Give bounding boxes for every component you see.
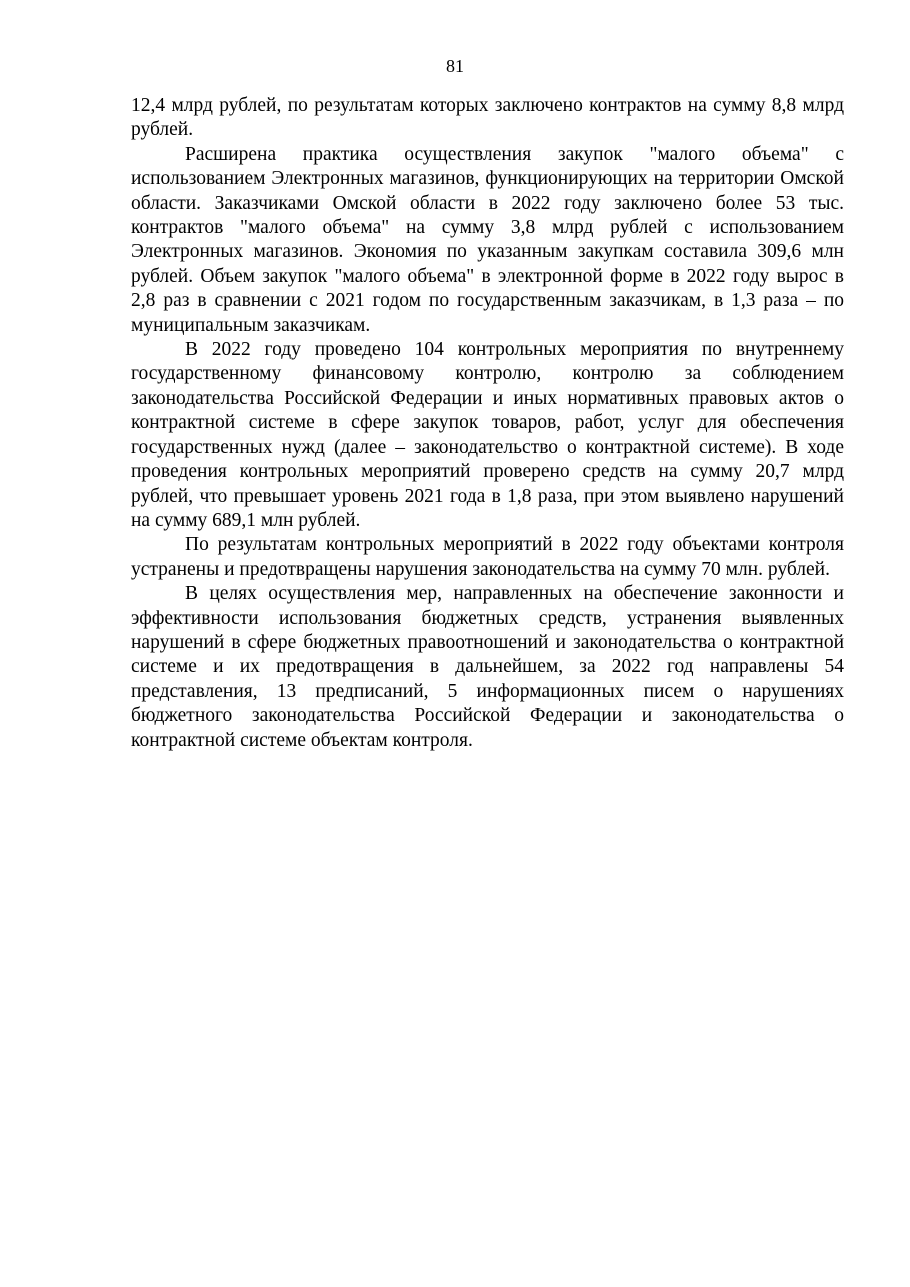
page-number: 81 <box>446 56 464 76</box>
paragraph-2: Расширена практика осуществления закупок "малого объема" с использованием Электронных магазинов, функционирующих на территории Омской области. Заказчиками Омской области в 2022 году заключено более 53 тыс. контрактов "малого объема" на сумму 3,8 млрд рублей с использованием Электронных магазинов. Экономия по указанным закупкам составила 309,6 млн рублей. Объем закупок "малого объема" в электронной форме в 2022 году вырос в 2,8 раз в сравнении с 2021 годом по государственным заказчикам, в 1,3 раза – по муниципальным заказчикам. <box>131 143 844 336</box>
paragraph-4: По результатам контрольных мероприятий в 2022 году объектами контроля устранены и предотвращены нарушения законодательства на сумму 70 млн. рублей. <box>131 534 844 580</box>
paragraph-3: В 2022 году проведено 104 контрольных мероприятия по внутреннему государственному финансовому контролю, контролю за соблюдением законодательства Российской Федерации и иных нормативных правовых актов о контрактной системе в сфере закупок товаров, работ, услуг для обеспечения государственных нужд (далее – законодательство о контрактной системе). В ходе проведения контрольных мероприятий проверено средств на сумму 20,7 млрд рублей, что превышает уровень 2021 года в 1,8 раза, при этом выявлено нарушений на сумму 689,1 млн рублей. <box>131 339 844 531</box>
paragraph-1: 12,4 млрд рублей, по результатам которых заключено контрактов на сумму 8,8 млрд рублей. <box>131 95 844 141</box>
document-body <box>131 94 844 753</box>
paragraph-5: В целях осуществления мер, направленных на обеспечение законности и эффективности использования бюджетных средств, устранения выявленных нарушений в сфере бюджетных правоотношений и законодательства о контрактной системе и их предотвращения в дальнейшем, за 2022 год направлены 54 представления, 13 предписаний, 5 информационных писем о нарушениях бюджетного законодательства Российской Федерации и законодательства о контрактной системе объектам контроля. <box>131 583 844 751</box>
